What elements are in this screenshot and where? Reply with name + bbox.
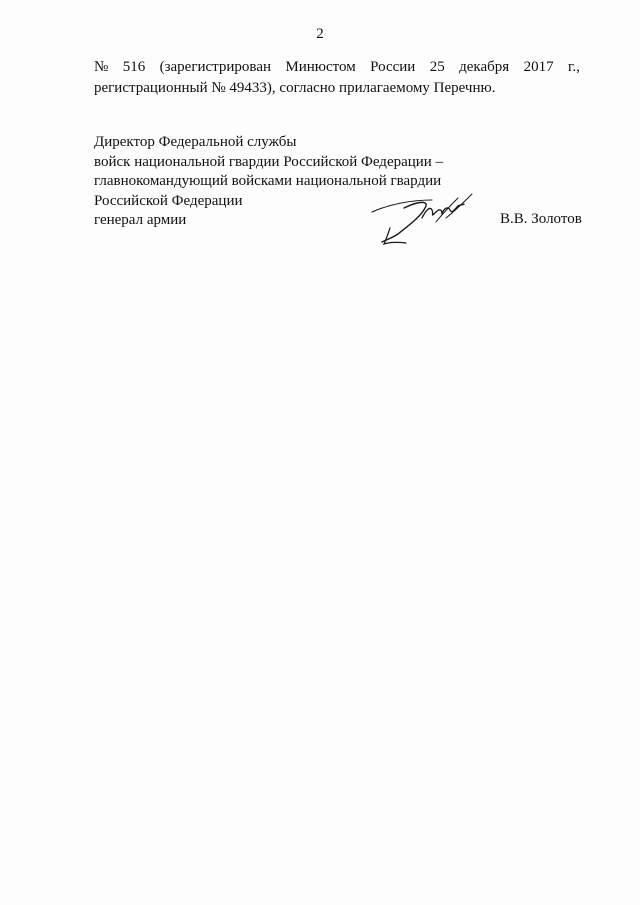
body-line-1	[94, 57, 580, 78]
body-word: декабря	[459, 59, 510, 75]
body-word: 516	[122, 59, 146, 75]
body-word: г.,	[567, 59, 580, 75]
signatory-title-line: главнокомандующий войсками национальной гвардии	[94, 173, 442, 189]
body-word: №	[94, 59, 109, 75]
signatory-title-line: Российской Федерации	[94, 192, 243, 209]
signatory-rank: генерал армии	[94, 212, 187, 228]
body-word: 25	[429, 59, 445, 75]
body-word: 2017	[523, 59, 554, 75]
signatory-title-line: войск национальной гвардии Российской Федерации –	[94, 153, 444, 170]
page-number: 2	[316, 26, 324, 42]
handwritten-signature	[360, 188, 480, 250]
body-word: (зарегистрирован	[159, 59, 272, 75]
signatory-name: В.В. Золотов	[500, 211, 582, 227]
body-line-2: регистрационный № 49433), согласно прилагаемому Перечню.	[94, 80, 496, 96]
body-paragraph	[94, 57, 580, 99]
signatory-title-line: Директор Федеральной службы	[94, 134, 297, 150]
body-word: России	[370, 59, 416, 75]
body-word: Минюстом	[285, 59, 356, 75]
